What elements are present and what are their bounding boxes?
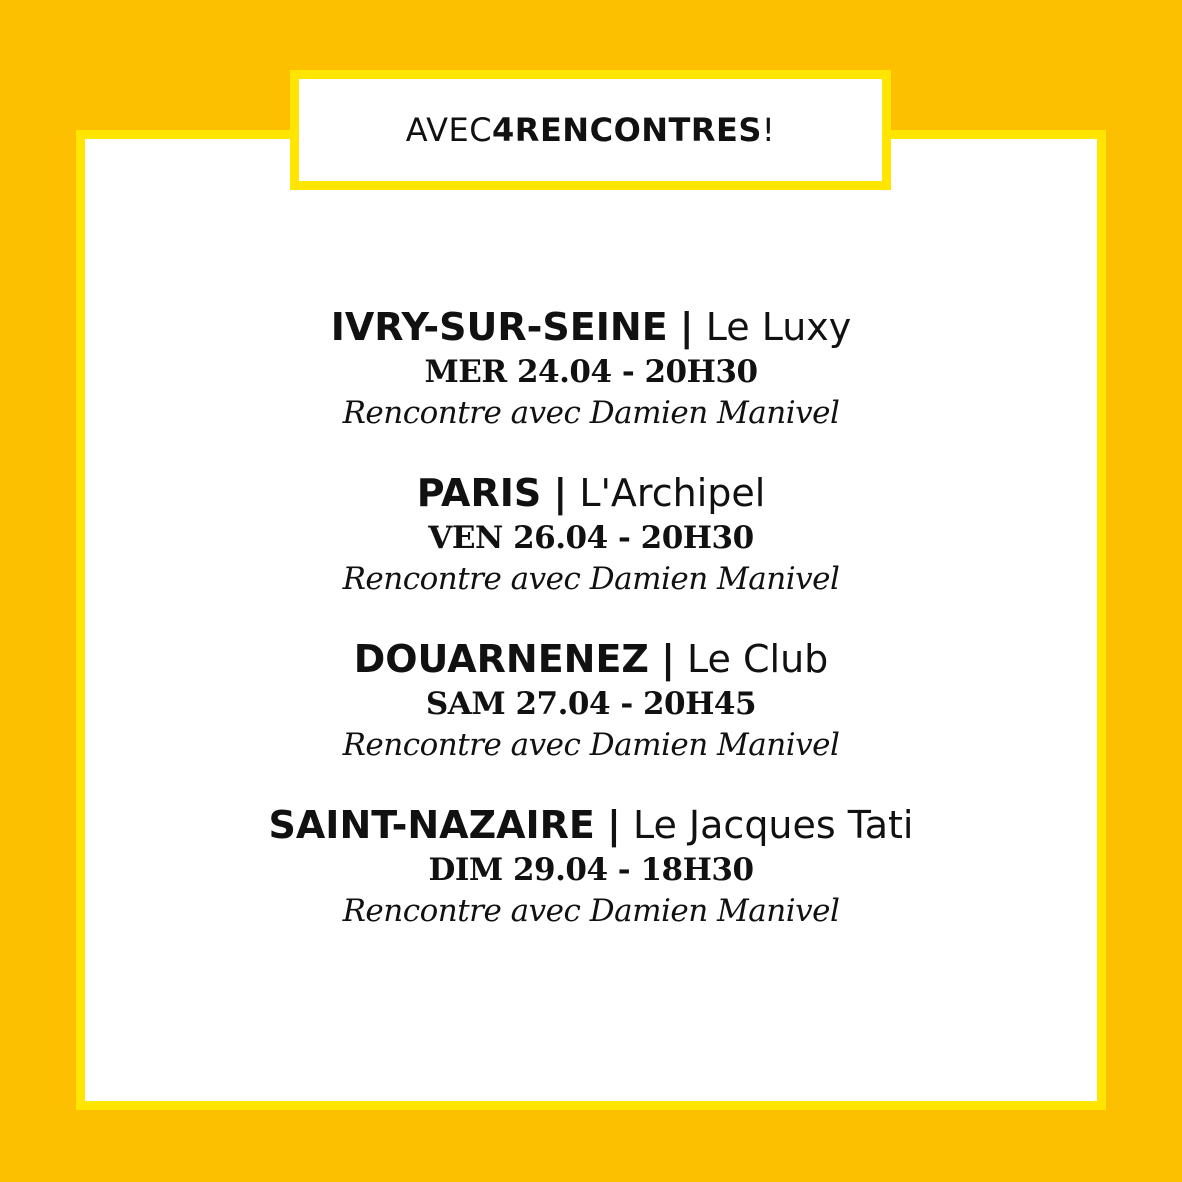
event-city: DOUARNENEZ [353,637,649,681]
event-date: DIM 29.04 - 18H30 [428,852,754,888]
event-city: PARIS [416,471,542,515]
event-note: Rencontre avec Damien Manivel [342,727,840,763]
event-saint-nazaire [76,798,1106,934]
event-separator: | [661,637,675,681]
event-venue: L'Archipel [579,471,766,515]
event-date: MER 24.04 - 20H30 [424,354,758,390]
event-title [76,632,1106,686]
event-venue: Le Luxy [705,305,852,349]
event-city: SAINT-NAZAIRE [268,803,595,847]
event-paris [76,466,1106,602]
event-separator: | [606,803,621,847]
event-separator: | [553,471,568,515]
event-title [76,466,1106,520]
event-venue: Le Jacques Tati [632,803,914,847]
header-suffix: ! [761,111,776,149]
header-prefix: AVEC [405,111,493,149]
event-douarnenez [76,632,1106,768]
event-note: Rencontre avec Damien Manivel [342,893,840,929]
event-ivry [76,300,1106,436]
event-date: SAM 27.04 - 20H45 [425,686,757,722]
event-venue: Le Club [687,637,829,681]
header-highlight: RENCONTRES [514,111,762,149]
event-list [76,300,1106,964]
event-separator: | [679,305,694,349]
header-banner [290,70,891,190]
event-date: VEN 26.04 - 20H30 [428,520,754,556]
header-count: 4 [492,111,515,149]
event-note: Rencontre avec Damien Manivel [342,561,840,597]
event-title [76,798,1106,852]
event-title [76,300,1106,354]
event-city: IVRY-SUR-SEINE [330,305,668,349]
event-note: Rencontre avec Damien Manivel [342,395,840,431]
